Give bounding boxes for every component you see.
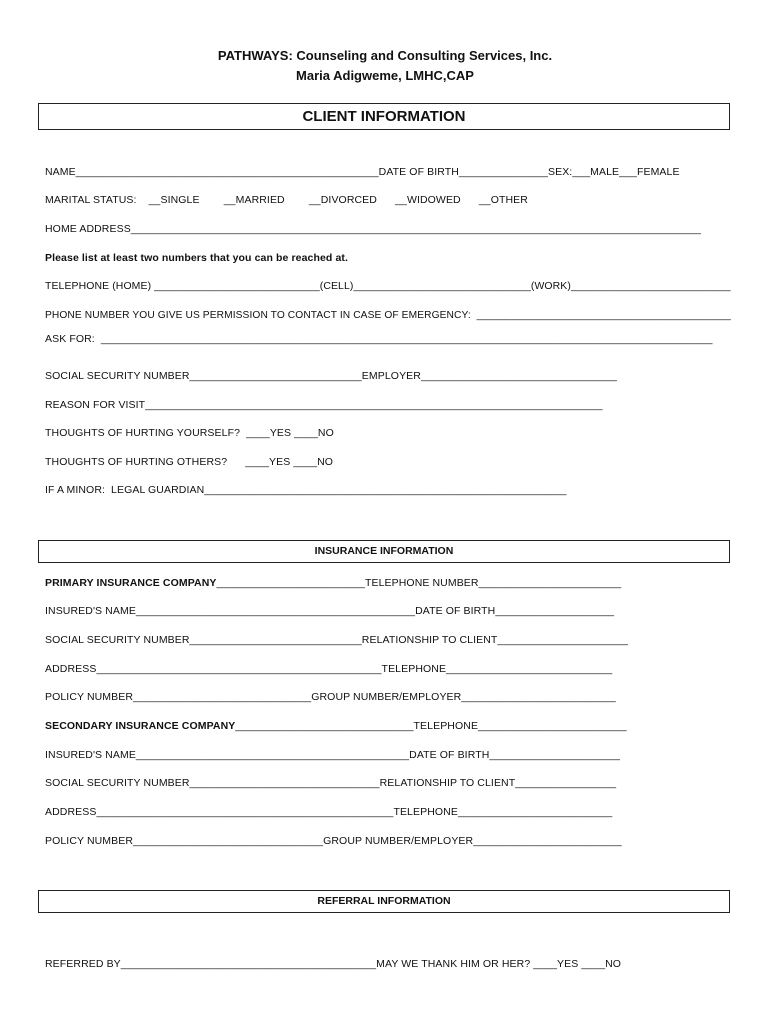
insurance-information-heading: INSURANCE INFORMATION [38,540,730,563]
primary-insurance-field[interactable] [45,577,621,589]
home-address-field[interactable]: HOME ADDRESS________________________________________________________________________________________________ [45,223,702,235]
referred-by-field[interactable]: REFERRED BY___________________________________________MAY WE THANK HIM OR HER? ____YES ____NO [45,958,622,970]
secondary-insurance-label: SECONDARY INSURANCE COMPANY [45,720,236,732]
legal-guardian-field[interactable]: IF A MINOR: LEGAL GUARDIAN_____________________________________________________________ [45,484,567,496]
clinician-name: Maria Adigweme, LMHC,CAP [296,68,474,83]
telephone-field[interactable]: TELEPHONE (HOME) ____________________________(CELL)______________________________(WORK)___________________________ [45,280,731,292]
primary-insurance-blanks[interactable]: _________________________TELEPHONE NUMBER________________________ [216,577,622,589]
primary-ssn-field[interactable]: SOCIAL SECURITY NUMBER_____________________________RELATIONSHIP TO CLIENT______________________ [45,634,629,646]
practice-name: PATHWAYS: Counseling and Consulting Services, Inc. [217,48,553,63]
secondary-policy-field[interactable]: POLICY NUMBER________________________________GROUP NUMBER/EMPLOYER_________________________ [45,835,622,847]
marital-status-field[interactable]: MARITAL STATUS: __SINGLE __MARRIED __DIVORCED __WIDOWED __OTHER [45,194,528,206]
name-field[interactable]: NAME___________________________________________________DATE OF BIRTH_______________SEX:___MALE___FEMALE [45,166,680,178]
primary-address-field[interactable]: ADDRESS________________________________________________TELEPHONE____________________________ [45,663,613,675]
secondary-address-field[interactable]: ADDRESS__________________________________________________TELEPHONE__________________________ [45,806,613,818]
secondary-insurance-blanks[interactable]: ______________________________TELEPHONE_________________________ [235,720,627,732]
primary-insured-name-field[interactable]: INSURED'S NAME_______________________________________________DATE OF BIRTH____________________ [45,605,615,617]
referral-information-heading: REFERRAL INFORMATION [38,890,730,913]
client-information-heading: CLIENT INFORMATION [38,103,730,130]
secondary-insured-name-field[interactable]: INSURED'S NAME______________________________________________DATE OF BIRTH______________________ [45,749,621,761]
ask-for-field[interactable]: ASK FOR: _______________________________________________________________________________________________________ [45,333,713,345]
emergency-phone-field[interactable]: PHONE NUMBER YOU GIVE US PERMISSION TO CONTACT IN CASE OF EMERGENCY: ____________________________________________ [45,309,731,321]
primary-policy-field[interactable]: POLICY NUMBER______________________________GROUP NUMBER/EMPLOYER__________________________ [45,691,616,703]
self-harm-field[interactable]: THOUGHTS OF HURTING YOURSELF? ____YES ____NO [45,427,334,439]
harm-others-field[interactable]: THOUGHTS OF HURTING OTHERS? ____YES ____NO [45,456,334,468]
secondary-ssn-field[interactable]: SOCIAL SECURITY NUMBER________________________________RELATIONSHIP TO CLIENT_________________ [45,777,617,789]
phone-instruction: Please list at least two numbers that you can be reached at. [45,252,349,264]
primary-insurance-label: PRIMARY INSURANCE COMPANY [45,577,217,589]
reason-for-visit-field[interactable]: REASON FOR VISIT_____________________________________________________________________________ [45,399,603,411]
ssn-employer-field[interactable]: SOCIAL SECURITY NUMBER_____________________________EMPLOYER_________________________________ [45,370,617,382]
secondary-insurance-field[interactable] [45,720,627,732]
